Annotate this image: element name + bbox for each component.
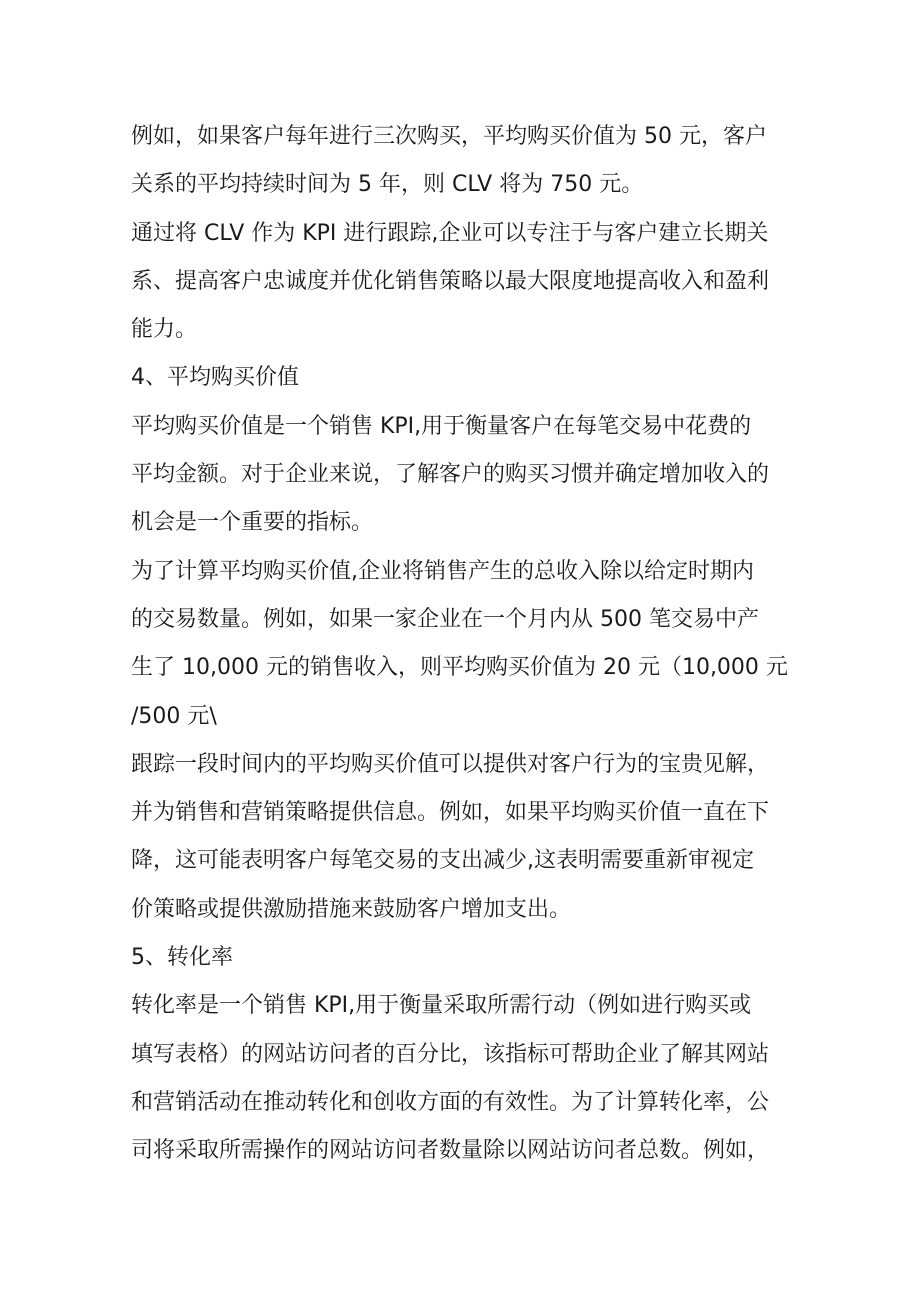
body-line-clv-example: 关系的平均持续时间为 5 年，则 CLV 将为 750 元。 [131, 172, 644, 198]
body-line-apv-calculation: 生了 10,000 元的销售收入，则平均购买价值为 20 元（10,000 元 [131, 655, 788, 681]
body-line-clv-tracking: 能力。 [131, 317, 198, 343]
body-line-conversion-rate: 和营销活动在推动转化和创收方面的有效性。为了计算转化率，公 [131, 1089, 770, 1115]
section-heading-average-purchase-value: 4、平均购买价值 [131, 365, 299, 391]
body-line-clv-tracking: 通过将 CLV 作为 KPI 进行跟踪,企业可以专注于与客户建立长期关 [131, 220, 769, 246]
body-line-clv-tracking: 系、提高客户忠诚度并优化销售策略以最大限度地提高收入和盈利 [131, 268, 770, 294]
body-line-apv-tracking: 价策略或提供激励措施来鼓励客户增加支出。 [131, 896, 572, 922]
body-line-apv-calculation: /500 元\ [131, 703, 217, 729]
body-line-apv-definition: 平均金额。对于企业来说，了解客户的购买习惯并确定增加收入的 [131, 462, 770, 488]
body-line-conversion-rate: 填写表格）的网站访问者的百分比，该指标可帮助企业了解其网站 [131, 1041, 770, 1067]
body-line-apv-definition: 平均购买价值是一个销售 KPI,用于衡量客户在每笔交易中花费的 [131, 413, 752, 439]
body-line-apv-calculation: 的交易数量。例如，如果一家企业在一个月内从 500 笔交易中产 [131, 606, 759, 632]
document-body [131, 113, 796, 1176]
body-line-apv-tracking: 跟踪一段时间内的平均购买价值可以提供对客户行为的宝贵见解， [131, 751, 770, 777]
body-line-conversion-rate: 转化率是一个销售 KPI,用于衡量采取所需行动（例如进行购买或 [131, 993, 752, 1019]
body-line-conversion-rate: 司将采取所需操作的网站访问者数量除以网站访问者总数。例如， [131, 1138, 770, 1164]
section-heading-conversion-rate: 5、转化率 [131, 945, 233, 971]
body-line-clv-example: 例如，如果客户每年进行三次购买，平均购买价值为 50 元，客户 [131, 124, 767, 149]
body-line-apv-calculation: 为了计算平均购买价值,企业将销售产生的总收入除以给定时期内 [131, 558, 754, 584]
body-line-apv-tracking: 并为销售和营销策略提供信息。例如，如果平均购买价值一直在下 [131, 800, 770, 826]
body-line-apv-tracking: 降，这可能表明客户每笔交易的支出减少,这表明需要重新审视定 [131, 848, 754, 874]
body-line-apv-definition: 机会是一个重要的指标。 [131, 510, 374, 536]
